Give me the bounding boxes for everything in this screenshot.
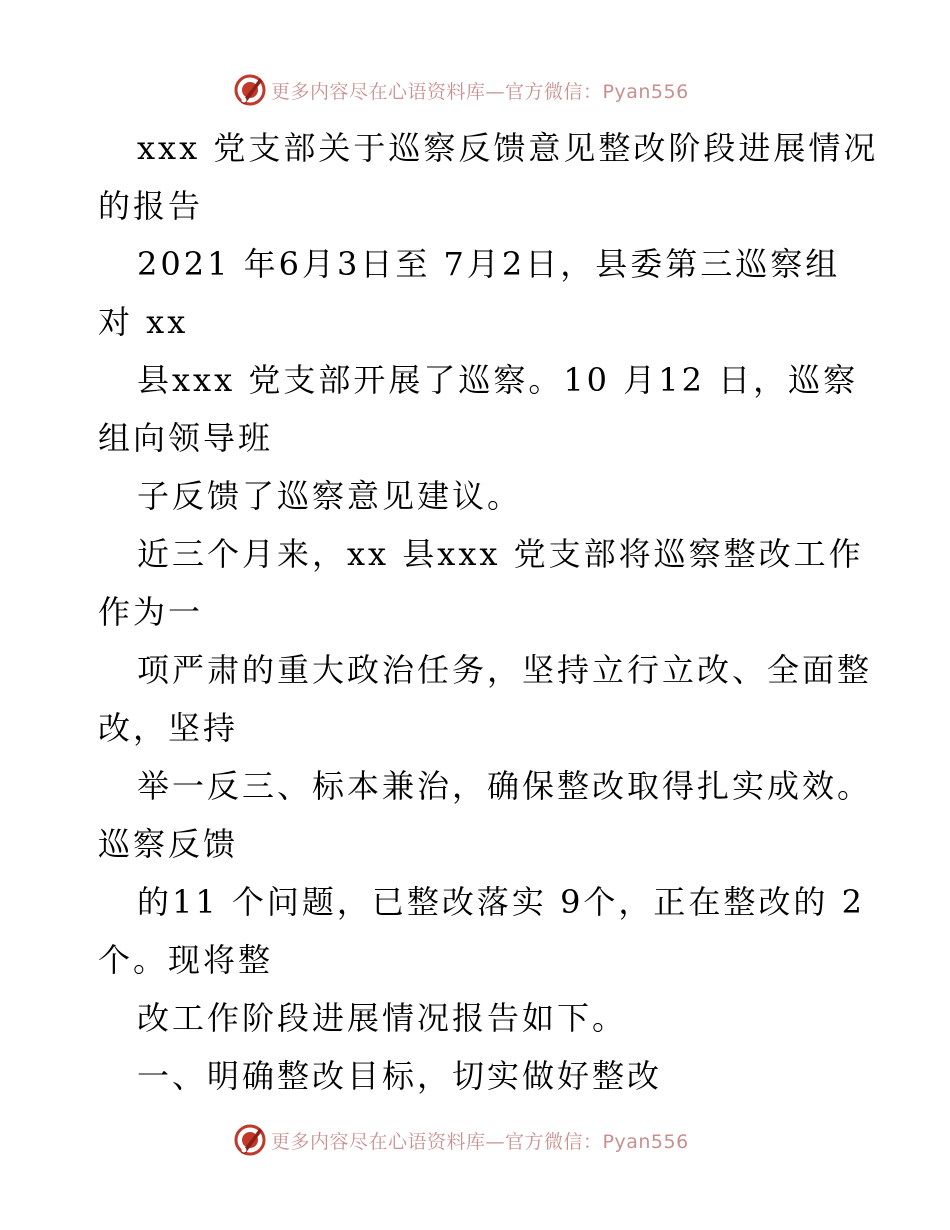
watermark-text: 更多内容尽在心语资料库—官方微信：Pyan556 [271,80,689,103]
footer-watermark [233,1122,713,1158]
text-line: 改工作阶段进展情况报告如下。 [137,999,628,1037]
text-line: 巡察反馈 [98,825,239,863]
text-line: 作为一 [98,593,204,631]
quill-logo-icon [233,1123,267,1157]
section-heading: 一、明确整改目标，切实做好整改 [137,1057,663,1095]
document-title-line-2: 的报告 [98,187,204,225]
header-watermark [233,72,713,108]
text-line: 改，坚持 [98,709,239,747]
text-line: 对 xx [98,303,189,341]
text-line: 县xxx 党支部开展了巡察。10 月12 日，巡察 [137,361,859,399]
text-line: 的11 个问题，已整改落实 9个，正在整改的 2 [137,883,865,921]
text-line: 近三个月来，xx 县xxx 党支部将巡察整改工作 [137,535,864,573]
document-title-line-1: xxx 党支部关于巡察反馈意见整改阶段进展情况 [137,129,879,167]
watermark-text: 更多内容尽在心语资料库—官方微信：Pyan556 [271,1130,689,1153]
text-line: 子反馈了巡察意见建议。 [137,477,523,515]
text-line: 个。现将整 [98,941,274,979]
quill-logo-icon [233,73,267,107]
text-line: 组向领导班 [98,419,274,457]
text-line: 2021 年6月3日至 7月2日，县委第三巡察组 [137,245,841,283]
text-line: 项严肃的重大政治任务，坚持立行立改、全面整 [137,651,873,689]
text-line: 举一反三、标本兼治，确保整改取得扎实成效。 [137,767,873,805]
